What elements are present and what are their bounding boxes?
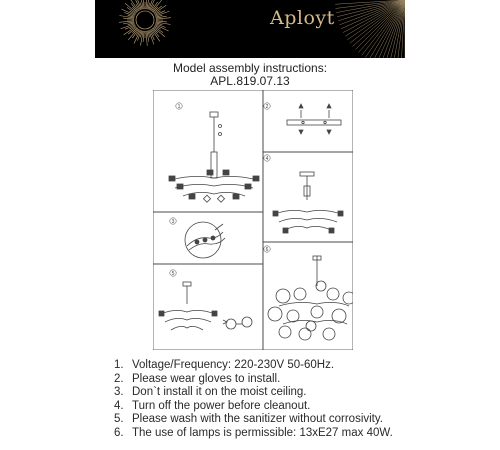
panel-frame-1: [153, 90, 263, 212]
instruction-text: Turn off the power before cleanout.: [132, 399, 311, 412]
finished-chandelier-illustration: [268, 256, 353, 340]
instruction-item: [114, 400, 393, 414]
instruction-number: 3.: [114, 386, 124, 399]
step-number-4: 4: [265, 155, 269, 162]
instruction-text: Don`t install it on the moist ceiling.: [132, 386, 307, 399]
sun-burst-logo: [95, 0, 405, 58]
instruction-number: 2.: [114, 372, 124, 385]
instruction-item: [114, 427, 393, 441]
step-number-5: 5: [171, 270, 175, 277]
panel-frame-6: [263, 242, 353, 350]
instruction-item: [114, 413, 393, 427]
instruction-number: 5.: [114, 413, 124, 426]
document-title: Model assembly instructions:: [172, 61, 328, 75]
panel-frame-4: [263, 152, 353, 242]
assembly-diagram: [153, 90, 353, 350]
instruction-text: Please wear gloves to install.: [132, 372, 281, 385]
step-number-6: 6: [265, 246, 269, 253]
model-number: APL.819.07.13: [210, 74, 290, 88]
step-number-1: 1: [177, 103, 181, 110]
instruction-text: Please wash with the sanitizer without corrosivity.: [132, 413, 383, 426]
step-number-3: 3: [171, 218, 175, 225]
brand-banner: [95, 0, 405, 58]
mounting-bar-illustration: [287, 104, 341, 134]
panel-frame-2: [263, 90, 353, 152]
shade-attachment-illustration: [159, 282, 252, 330]
chandelier-frame-illustration: [169, 112, 259, 202]
instruction-item: [114, 386, 393, 400]
instruction-item: [114, 359, 393, 373]
instructions-list: [114, 359, 393, 441]
brand-name: Aployt: [270, 7, 335, 29]
instruction-number: 6.: [114, 426, 124, 439]
instruction-item: [114, 373, 393, 387]
panel-frame-5: [153, 264, 263, 350]
instruction-text: Voltage/Frequency: 220-230V 50-60Hz.: [132, 359, 335, 371]
step-number-2: 2: [265, 103, 269, 110]
instruction-number: 4.: [114, 399, 124, 412]
frame-on-canopy-illustration: [273, 172, 343, 233]
instruction-text: The use of lamps is permissible: 13xE27 max 40W.: [132, 426, 393, 439]
instruction-number: 1.: [114, 359, 124, 371]
wiring-detail-illustration: [185, 222, 225, 258]
